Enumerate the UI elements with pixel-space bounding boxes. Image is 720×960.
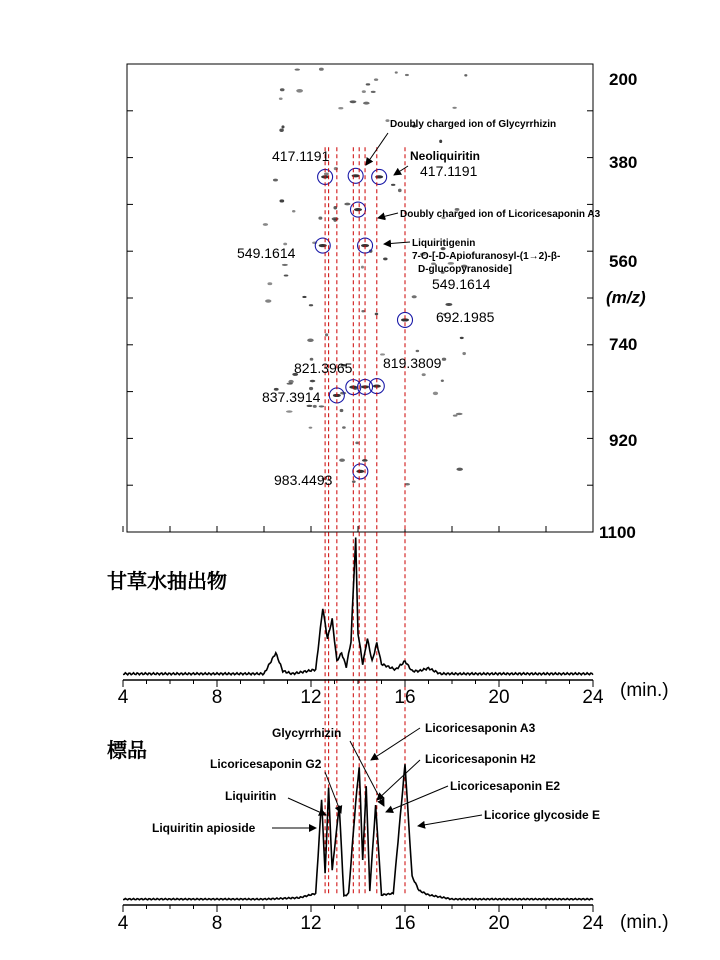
ion-spot: [464, 74, 467, 76]
ion-spot: [332, 217, 339, 220]
ion-spot: [456, 413, 463, 415]
ion-spot: [273, 179, 278, 182]
ion-spot: [279, 199, 284, 202]
heatmap-frame: [127, 64, 593, 532]
ion-spot: [460, 337, 464, 339]
annotation-arrow: [378, 213, 398, 218]
heatmap-ticks: [123, 64, 593, 532]
ion-spot: [309, 304, 313, 306]
annotation-arrow: [371, 728, 420, 760]
ion-spot: [310, 380, 316, 383]
ion-spot: [405, 74, 409, 76]
ion-spot: [263, 223, 268, 226]
annotation-label: Liquiritigenin: [412, 238, 476, 249]
ion-spot: [398, 189, 402, 193]
x-tick-label: 12: [300, 913, 322, 934]
compound-label: Glycyrrhizin: [272, 726, 342, 740]
mz-value-label: 821.3965: [294, 360, 353, 376]
compound-label: Licoricesaponin G2: [210, 757, 322, 771]
ion-spot: [350, 100, 357, 103]
mz-value-label: 549.1614: [237, 245, 296, 261]
ion-spot: [267, 282, 272, 285]
ion-spot: [439, 140, 442, 143]
ion-spot: [383, 257, 388, 260]
compound-label: Licoricesaponin A3: [425, 721, 536, 735]
annotation-arrow: [377, 760, 420, 800]
mz-tick: 560: [609, 252, 638, 271]
ion-spot: [319, 68, 324, 71]
ion-spot: [361, 266, 364, 269]
ion-spot: [462, 352, 466, 355]
mz-value-label: 819.3809: [383, 355, 442, 371]
ion-spot: [445, 303, 452, 306]
mz-value-label: 837.3914: [262, 389, 321, 405]
mz-tick: 380: [609, 153, 638, 172]
ion-spot: [342, 426, 346, 429]
ion-spot: [307, 338, 314, 342]
ion-spot: [325, 333, 328, 336]
ion-spot: [318, 217, 322, 220]
x-tick-label: 20: [488, 913, 510, 934]
ion-spot: [265, 299, 271, 302]
ion-spot: [281, 125, 284, 128]
ion-spot: [375, 313, 378, 316]
mz-value-label: 692.1985: [436, 309, 495, 325]
x-tick-label: 4: [117, 687, 129, 708]
mz-value-label: 417.1191: [272, 148, 330, 164]
mz-value-label: 417.1191: [420, 163, 478, 179]
ion-spot: [280, 88, 285, 91]
ion-spot: [391, 184, 395, 186]
ion-spot: [302, 296, 306, 298]
ion-spot: [279, 97, 283, 99]
ion-spot: [354, 208, 362, 211]
x-tick-label: 12: [300, 687, 322, 708]
ion-spot: [422, 373, 426, 376]
x-axis-ticks: [123, 680, 593, 687]
x-tick-label: 8: [211, 687, 223, 708]
mz-tick: 200: [609, 70, 638, 89]
mz-tick: 740: [609, 335, 638, 354]
x-axis-ticks: [123, 905, 593, 912]
ion-spot: [288, 380, 293, 384]
ion-spot: [362, 459, 368, 462]
x-tick-label: 8: [211, 913, 223, 934]
mz-value-label: 983.4493: [274, 472, 333, 488]
x-tick-label: 16: [394, 913, 416, 934]
x-unit-label: (min.): [620, 912, 669, 933]
ion-spot: [371, 91, 376, 93]
ion-spot: [309, 427, 313, 429]
compound-label: Licorice glycoside E: [484, 808, 601, 822]
mz-tick: 1100: [599, 523, 636, 542]
ion-spot: [338, 107, 343, 109]
compound-label: Liquiritin apioside: [152, 821, 256, 835]
x-tick-label: 24: [582, 687, 604, 708]
ion-spot: [307, 405, 313, 407]
annotation-label: 7-O-[-D-Apiofuranosyl-(1→2)-β-: [412, 251, 561, 262]
ion-spot: [339, 459, 345, 462]
feature-circles: [315, 168, 412, 479]
ion-spot: [344, 203, 350, 206]
ion-spot: [452, 107, 456, 109]
mz-value-label: 549.1614: [432, 276, 491, 292]
x-unit-label: (min.): [620, 680, 669, 701]
annotation-label: D-glucopyranoside]: [418, 264, 512, 275]
panel1-title: 甘草水抽出物: [107, 569, 227, 593]
ion-spot: [366, 83, 371, 85]
ion-spot: [412, 295, 417, 298]
ion-spot: [319, 405, 325, 407]
ion-spot: [313, 405, 317, 408]
panel2-title: 標品: [107, 738, 147, 762]
ion-spot: [356, 470, 364, 473]
ion-spot: [442, 358, 446, 361]
ion-spot: [355, 441, 358, 444]
ion-spot: [295, 69, 300, 71]
annotation-arrow: [418, 815, 482, 826]
mz-tick: 920: [609, 431, 638, 450]
x-tick-label: 4: [117, 913, 129, 934]
ion-spot: [324, 172, 329, 175]
annotation-arrow: [384, 242, 410, 244]
annotation-arrow: [394, 166, 408, 175]
ion-spot: [416, 350, 420, 352]
ion-spot: [362, 90, 366, 93]
ion-spot: [433, 392, 438, 395]
ion-spot: [385, 119, 389, 122]
ion-spot: [361, 310, 364, 312]
sample-trace: [123, 538, 593, 675]
x-tick-label: 16: [394, 687, 416, 708]
compound-label: Liquiritin: [225, 789, 277, 803]
ion-spot: [456, 468, 462, 471]
guide-lines: [325, 147, 405, 895]
ion-spot: [292, 210, 295, 213]
annotation-label: Doubly charged ion of Licoricesaponin A3: [400, 209, 601, 220]
ion-spot: [363, 102, 370, 105]
mz-unit-label: (m/z): [606, 288, 646, 307]
ion-spot: [395, 71, 398, 73]
compound-label: Licoricesaponin E2: [450, 779, 561, 793]
annotation-arrow: [386, 786, 448, 812]
x-tick-label: 20: [488, 687, 510, 708]
ion-spot: [284, 275, 289, 277]
ion-spot: [296, 89, 303, 93]
annotation-label: Neoliquiritin: [410, 149, 480, 163]
annotation-arrow: [366, 133, 388, 165]
ion-spot: [279, 129, 284, 132]
ion-spot: [286, 410, 293, 412]
ion-spot: [282, 264, 288, 266]
ion-spot: [453, 415, 458, 417]
x-tick-label: 24: [582, 913, 604, 934]
ion-spot: [340, 409, 344, 412]
annotation-label: Doubly charged ion of Glycyrrhizin: [390, 119, 557, 130]
ion-spot: [352, 480, 356, 483]
ion-spot: [374, 78, 378, 81]
compound-label: Licoricesaponin H2: [425, 752, 536, 766]
ion-spot: [441, 379, 444, 382]
